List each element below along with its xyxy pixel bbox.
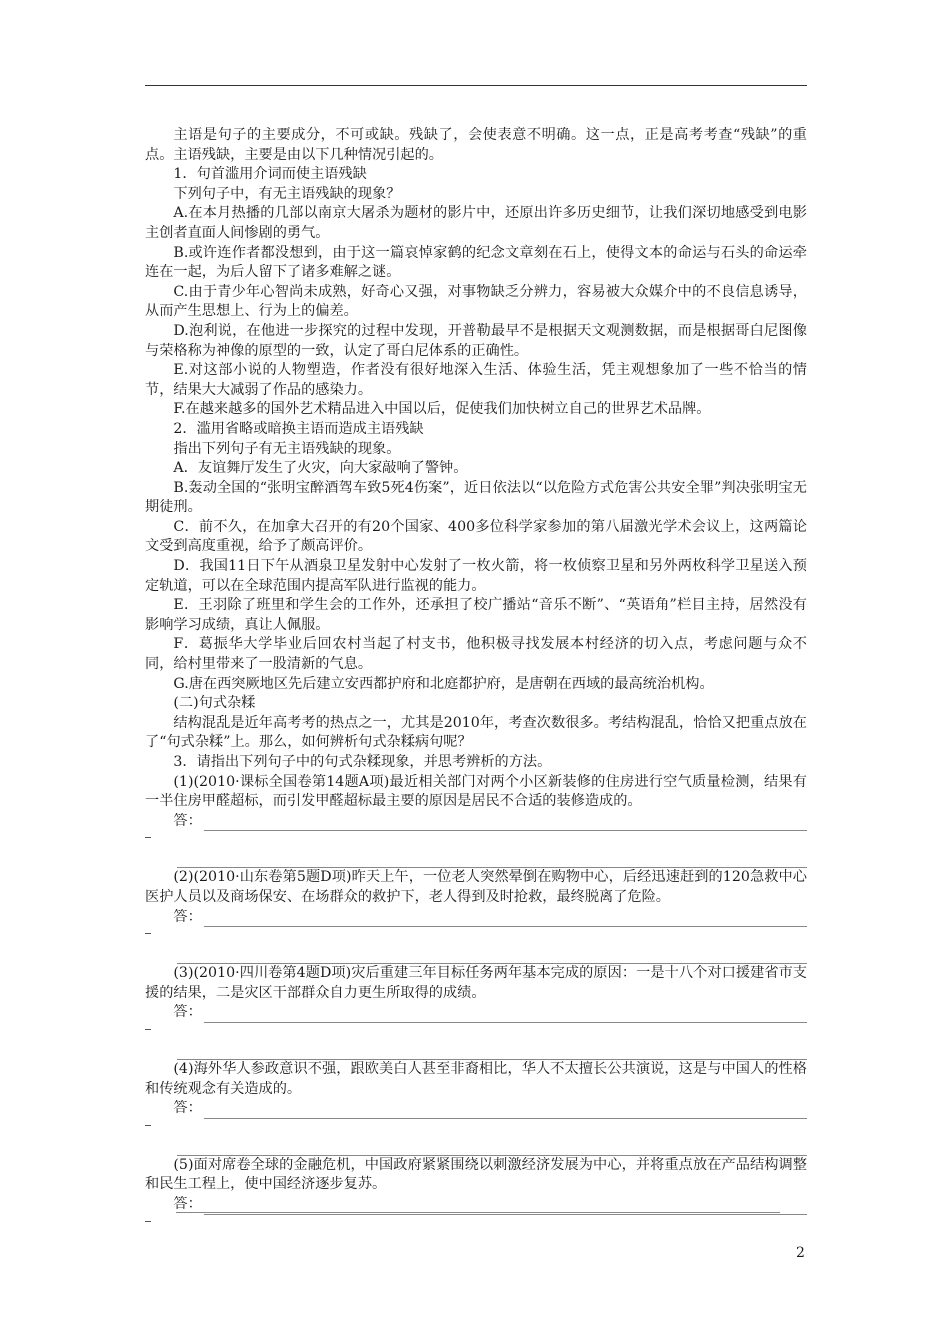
answer-row [145,1099,807,1119]
answer-dash [145,1119,807,1139]
answer-dash [145,1023,807,1043]
option-b: B.轰动全国的“张明宝醉酒驾车致5死4伤案”，近日依法以“以危险方式危害公共安全罪”判决张明宝无期徒刑。 [145,479,807,516]
answer-label: 答： [173,908,202,925]
option-f: F．葛振华大学毕业后回农村当起了村支书，他积极寻找发展本村经济的切入点，考虑问题与众不同，给村里带来了一股清新的气息。 [145,636,807,673]
answer-blank[interactable] [204,1104,807,1119]
answer-row [145,908,807,928]
question-3: (3)(2010·四川卷第4题D项)灾后重建三年目标任务两年基本完成的原因：一是十八个对口援建省市支援的结果，二是灾区干部群众自力更生所取得的成绩。 [145,965,807,1001]
paragraph: 主语是句子的主要成分，不可或缺。残缺了，会使表意不明确。这一点，正是高考考查“残缺”的重点。主语残缺，主要是由以下几种情况引起的。 [145,127,807,163]
option-e: E.对这部小说的人物塑造，作者没有很好地深入生活、体验生活，凭主观想象加了一些不恰当的情节，结果大大减弱了作品的感染力。 [145,362,807,398]
section-heading: 2．滥用省略或暗换主语而造成主语残缺 [173,420,424,437]
header-rule [145,85,807,86]
question-2: (2)(2010·山东卷第5题D项)昨天上午，一位老人突然晕倒在购物中心，后经迅速赶到的120急救中心医护人员以及商场保安、在场群众的救护下，老人得到及时抢救，最终脱离了危险。 [145,869,807,905]
option-b: B.或许连作者都没想到，由于这一篇哀悼家鹤的纪念文章刻在石上，使得文本的命运与石头的命运牵连在一起，为后人留下了诸多难解之谜。 [145,244,807,281]
option-a: A.在本月热播的几部以南京大屠杀为题材的影片中，还原出许多历史细节，让我们深切地感受到电影主创者直面人间惨剧的勇气。 [145,205,807,241]
question-1: (1)(2010·课标全国卷第14题A项)最近相关部门对两个小区新装修的住房进行空气质量检测，结果有一半住房甲醛超标，而引发甲醛超标最主要的原因是居民不合适的装修造成的。 [145,773,807,810]
section-heading: 1．句首滥用介词而使主语残缺 [173,166,367,183]
question-4: (4)海外华人参政意识不强，跟欧美白人甚至非裔相比，华人不太擅长公共演说，这是与中国人的性格和传统观念有关造成的。 [145,1060,807,1097]
paragraph: 下列句子中，有无主语残缺的现象？ [173,185,401,202]
paragraph: 指出下列句子有无主语残缺的现象。 [173,440,401,457]
option-f: F.在越来越多的国外艺术精品进入中国以后，促使我们加快树立自己的世界艺术品牌。 [173,401,711,418]
paragraph: 3．请指出下列句子中的句式杂糅现象，并思考辨析的方法。 [173,754,552,770]
answer-label: 答： [173,1195,202,1212]
option-e: E．王羽除了班里和学生会的工作外，还承担了校广播站“音乐不断”、“英语角”栏目主持，居然没有影响学习成绩，真让人佩服。 [145,597,807,633]
option-c: C．前不久，在加拿大召开的有20个国家、400多位科学家参加的第八届激光学术会议上，这两篇论文受到高度重视，给予了颇高评价。 [145,518,807,555]
answer-blank-final[interactable] [176,1212,780,1213]
option-d: D.泡利说，在他进一步探究的过程中发现，开普勒最早不是根据天文观测数据，而是根据哥白尼图像与荣格称为神像的原型的一致，认定了哥白尼体系的正确性。 [145,322,807,359]
answer-label: 答： [173,1100,202,1117]
answer-dash [145,927,807,947]
page-number: 2 [796,1245,805,1261]
section-heading: (二)句式杂糅 [173,695,256,712]
answer-label: 答： [173,1004,202,1021]
option-d: D．我国11日下午从酒泉卫星发射中心发射了一枚火箭，将一枚侦察卫星和另外两枚科学卫星送入预定轨道，可以在全球范围内提高军队进行监视的能力。 [145,558,807,594]
answer-row [145,812,807,832]
answer-blank[interactable] [204,1008,807,1023]
paragraph: 结构混乱是近年高考考的热点之一，尤其是2010年，考查次数很多。考结构混乱，恰恰又把重点放在了“句式杂糅”上。那么，如何辨析句式杂糅病句呢？ [145,714,807,751]
answer-label: 答： [173,812,202,829]
answer-blank[interactable] [204,816,807,831]
answer-blank[interactable] [204,912,807,927]
answer-dash [145,1215,807,1235]
option-g: G.唐在西突厥地区先后建立安西都护府和北庭都护府，是唐朝在西域的最高统治机构。 [173,675,714,692]
option-a: A．友谊舞厅发生了火灾，向大家敲响了警钟。 [173,460,468,477]
option-c: C.由于青少年心智尚未成熟，好奇心又强，对事物缺乏分辨力，容易被大众媒介中的不良信息诱导，从而产生思想上、行为上的偏差。 [145,283,807,320]
document-body [145,126,807,1235]
question-5: (5)面对席卷全球的金融危机，中国政府紧紧围绕以刺激经济发展为中心，并将重点放在产品结构调整和民生工程上，使中国经济逐步复苏。 [145,1156,807,1193]
answer-row [145,1003,807,1023]
answer-dash [145,831,807,851]
